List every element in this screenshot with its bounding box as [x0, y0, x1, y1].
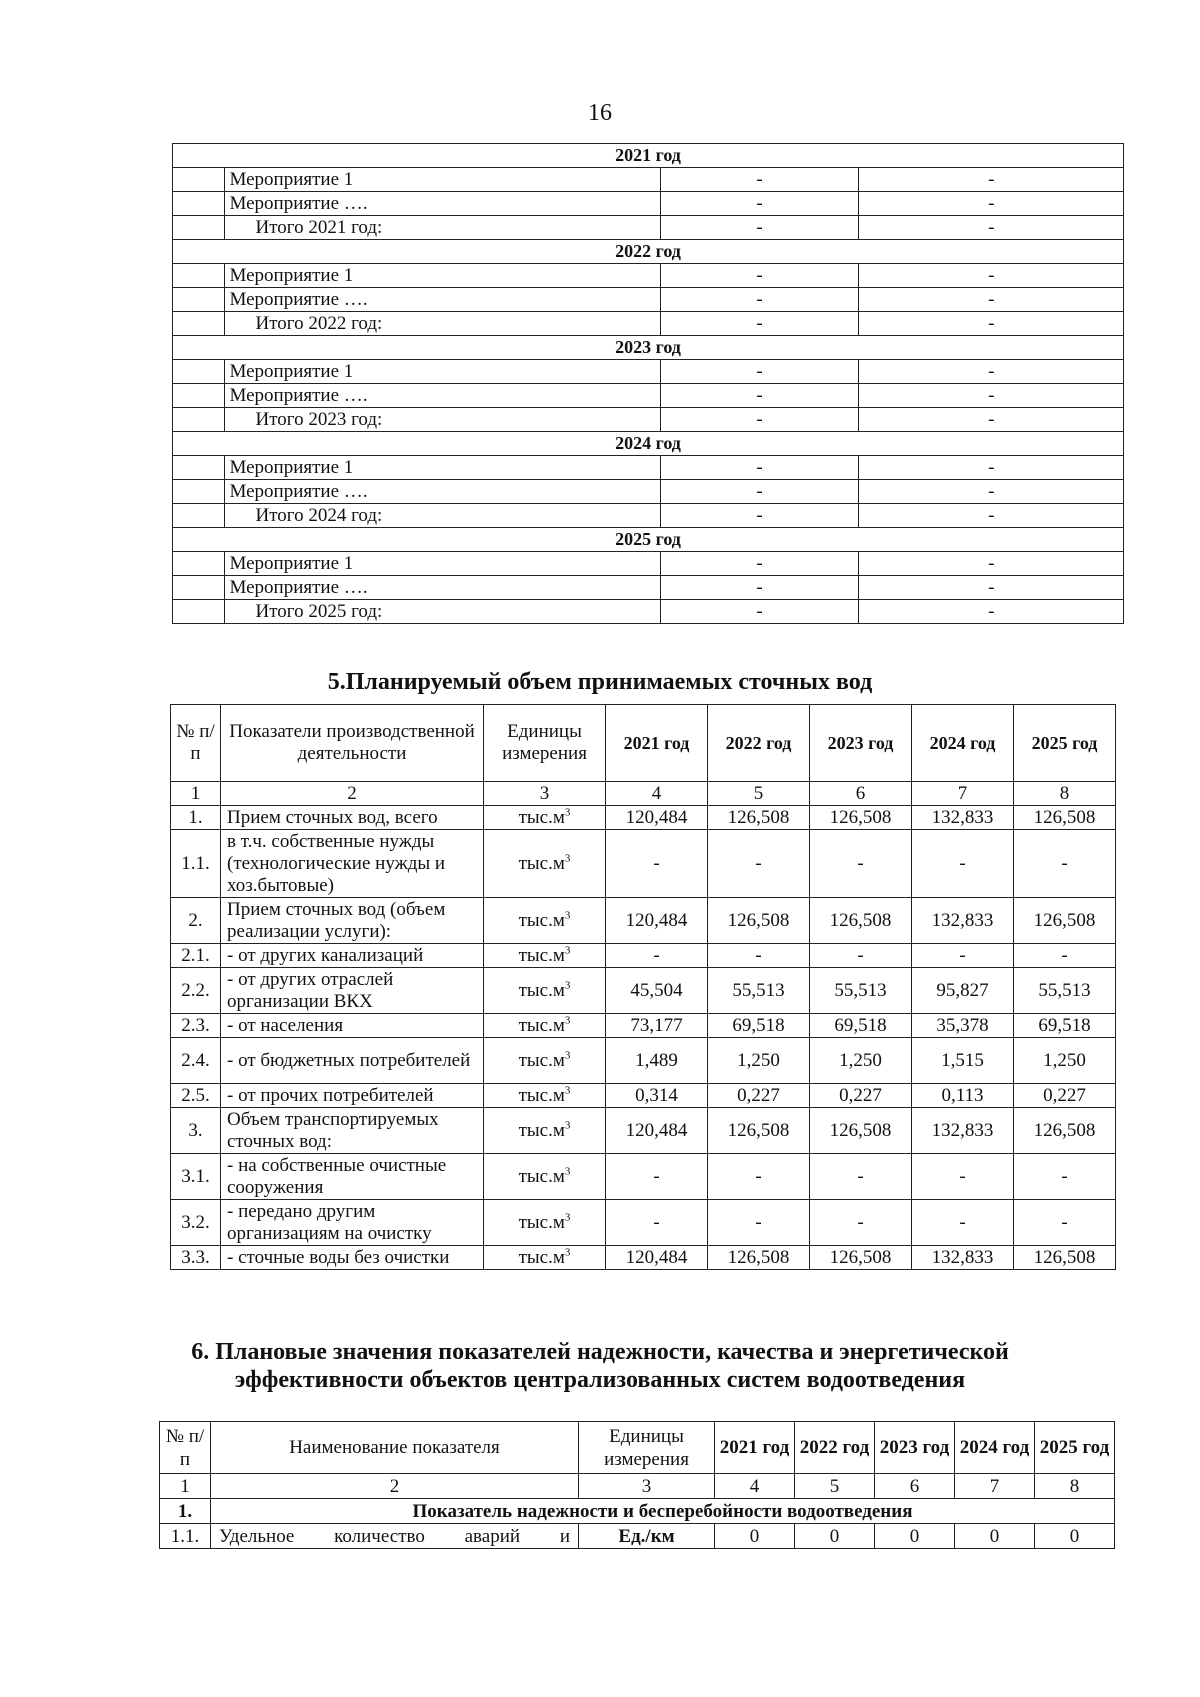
row-number: 2. — [171, 898, 221, 944]
row-spacer — [173, 576, 225, 600]
unit-exponent: 3 — [564, 909, 571, 922]
row-value: - — [708, 944, 810, 968]
column-number: 5 — [795, 1474, 875, 1499]
row-value: 132,833 — [912, 806, 1014, 830]
row-label: - от населения — [221, 1014, 484, 1038]
row-spacer — [173, 384, 225, 408]
row-label: Итого 2021 год: — [225, 216, 660, 240]
table-row — [160, 1524, 1115, 1549]
table-row — [173, 576, 1124, 600]
row-value: - — [810, 830, 912, 898]
row-value: 0 — [795, 1524, 875, 1549]
row-unit — [484, 806, 606, 830]
unit-exponent: 3 — [564, 1211, 571, 1224]
row-value: - — [859, 456, 1124, 480]
table-row — [173, 360, 1124, 384]
row-label: - от других канализаций — [221, 944, 484, 968]
row-label: - от бюджетных потребителей — [221, 1038, 484, 1084]
row-value: - — [660, 384, 859, 408]
row-label: Мероприятие 1 — [225, 168, 660, 192]
table-row — [173, 168, 1124, 192]
unit-base: тыс.м — [518, 1165, 565, 1187]
row-spacer — [173, 600, 225, 624]
row-value: 1,515 — [912, 1038, 1014, 1084]
section6-title — [0, 1338, 1200, 1394]
row-value: - — [660, 504, 859, 528]
row-spacer — [173, 288, 225, 312]
row-value: - — [912, 1154, 1014, 1200]
row-value: 1,250 — [810, 1038, 912, 1084]
row-spacer — [173, 504, 225, 528]
table-row — [171, 944, 1116, 968]
row-value: - — [912, 944, 1014, 968]
row-spacer — [173, 552, 225, 576]
row-value: - — [606, 1200, 708, 1246]
subsection-number: 1. — [160, 1499, 211, 1524]
row-label: Мероприятие …. — [225, 480, 660, 504]
unit-exponent: 3 — [564, 1084, 571, 1097]
table-row — [173, 600, 1124, 624]
col-year-header: 2025 год — [1035, 1422, 1115, 1474]
row-value: 55,513 — [810, 968, 912, 1014]
section6-title-line2: эффективности объектов централизованных систем водоотведения — [234, 1367, 966, 1393]
row-value: 126,508 — [708, 898, 810, 944]
table-row — [171, 830, 1116, 898]
col-indicator-header: Показатели производственной деятельности — [221, 705, 484, 782]
unit-base: тыс.м — [518, 1211, 565, 1233]
table-row — [173, 264, 1124, 288]
row-unit — [484, 898, 606, 944]
row-label: Мероприятие 1 — [225, 360, 660, 384]
row-value: 126,508 — [810, 1108, 912, 1154]
row-value: 0,113 — [912, 1084, 1014, 1108]
table-row — [171, 898, 1116, 944]
col-unit-header: Единицы измерения — [484, 705, 606, 782]
unit-exponent: 3 — [564, 1049, 571, 1062]
row-label: Мероприятие 1 — [225, 552, 660, 576]
unit-exponent: 3 — [564, 1119, 571, 1132]
column-number: 3 — [579, 1474, 715, 1499]
row-label: Мероприятие 1 — [225, 456, 660, 480]
row-spacer — [173, 216, 225, 240]
unit-base: тыс.м — [518, 1049, 565, 1071]
row-label: Мероприятие 1 — [225, 264, 660, 288]
row-number: 3.1. — [171, 1154, 221, 1200]
row-value: 120,484 — [606, 898, 708, 944]
section6-title-line1: 6. Плановые значения показателей надежности, качества и энергетической — [191, 1339, 1009, 1365]
row-unit — [484, 944, 606, 968]
year-row — [173, 336, 1124, 360]
unit-base: тыс.м — [518, 1119, 565, 1141]
row-value: 1,489 — [606, 1038, 708, 1084]
row-value: - — [859, 552, 1124, 576]
col-year-header: 2024 год — [955, 1422, 1035, 1474]
row-value: - — [660, 192, 859, 216]
row-unit — [484, 1084, 606, 1108]
year-title: 2024 год — [173, 432, 1124, 456]
column-number: 4 — [606, 782, 708, 806]
row-label: Мероприятие …. — [225, 576, 660, 600]
row-value: 0 — [875, 1524, 955, 1549]
row-number: 2.2. — [171, 968, 221, 1014]
column-number: 6 — [875, 1474, 955, 1499]
measures-table — [172, 143, 1124, 624]
row-unit — [484, 1038, 606, 1084]
row-value: 69,518 — [1014, 1014, 1116, 1038]
subsection-title: Показатель надежности и бесперебойности водоотведения — [211, 1499, 1115, 1524]
row-label: Прием сточных вод, всего — [221, 806, 484, 830]
table-row — [173, 456, 1124, 480]
row-value: - — [859, 192, 1124, 216]
volume-table-body — [171, 806, 1116, 1270]
row-number: 3. — [171, 1108, 221, 1154]
row-value: - — [859, 360, 1124, 384]
unit-exponent: 3 — [564, 1246, 571, 1259]
row-value: 126,508 — [810, 898, 912, 944]
row-value: - — [660, 600, 859, 624]
column-number: 7 — [955, 1474, 1035, 1499]
row-value: - — [859, 312, 1124, 336]
row-value: - — [1014, 1154, 1116, 1200]
column-number: 8 — [1014, 782, 1116, 806]
row-value: - — [660, 264, 859, 288]
column-number: 2 — [221, 782, 484, 806]
unit-exponent: 3 — [564, 806, 571, 819]
column-number-row — [171, 782, 1116, 806]
row-value: 0 — [715, 1524, 795, 1549]
row-value: - — [859, 168, 1124, 192]
column-number: 1 — [171, 782, 221, 806]
row-label: Итого 2022 год: — [225, 312, 660, 336]
row-value: - — [859, 216, 1124, 240]
row-value: - — [708, 1200, 810, 1246]
row-value: - — [810, 1154, 912, 1200]
row-label: Мероприятие …. — [225, 384, 660, 408]
year-title: 2025 год — [173, 528, 1124, 552]
row-value: 0,227 — [708, 1084, 810, 1108]
row-value: 132,833 — [912, 1108, 1014, 1154]
row-label: Объем транспортируемых сточных вод: — [221, 1108, 484, 1154]
row-value: - — [660, 552, 859, 576]
col-num-header: № п/п — [171, 705, 221, 782]
reliability-header-row — [160, 1422, 1115, 1474]
volume-header-row — [171, 705, 1116, 782]
unit-base: тыс.м — [518, 1246, 565, 1268]
table-row — [173, 192, 1124, 216]
row-unit — [484, 1200, 606, 1246]
unit-base: тыс.м — [518, 1084, 565, 1106]
row-value: - — [660, 168, 859, 192]
row-value: 126,508 — [810, 1246, 912, 1270]
unit-exponent: 3 — [564, 1014, 571, 1027]
row-value: 126,508 — [1014, 806, 1116, 830]
row-value: 126,508 — [708, 806, 810, 830]
col-name-header: Наименование показателя — [211, 1422, 579, 1474]
row-value: 126,508 — [708, 1108, 810, 1154]
table-row — [173, 408, 1124, 432]
row-number: 2.1. — [171, 944, 221, 968]
row-value: - — [660, 216, 859, 240]
unit-exponent: 3 — [564, 1165, 571, 1178]
year-title: 2021 год — [173, 144, 1124, 168]
row-value: - — [859, 408, 1124, 432]
table-row — [171, 1154, 1116, 1200]
volume-table — [170, 704, 1116, 1270]
row-value: - — [660, 480, 859, 504]
unit-base: тыс.м — [518, 944, 565, 966]
unit-base: тыс.м — [518, 852, 565, 874]
row-label: Мероприятие …. — [225, 192, 660, 216]
row-value: - — [708, 1154, 810, 1200]
row-value: - — [859, 288, 1124, 312]
col-num-header: № п/п — [160, 1422, 211, 1474]
col-year-header: 2025 год — [1014, 705, 1116, 782]
table-row — [173, 552, 1124, 576]
row-spacer — [173, 480, 225, 504]
unit-base: тыс.м — [518, 806, 565, 828]
row-value: - — [912, 1200, 1014, 1246]
row-value: - — [810, 944, 912, 968]
col-unit-header: Единицы измерения — [579, 1422, 715, 1474]
column-number: 6 — [810, 782, 912, 806]
table-row — [173, 504, 1124, 528]
row-value: - — [660, 312, 859, 336]
row-value: 132,833 — [912, 1246, 1014, 1270]
measures-table-body — [173, 144, 1124, 624]
row-number: 1. — [171, 806, 221, 830]
column-number: 8 — [1035, 1474, 1115, 1499]
row-label: Прием сточных вод (объем реализации услуги): — [221, 898, 484, 944]
row-value: 120,484 — [606, 1108, 708, 1154]
row-value: - — [859, 480, 1124, 504]
row-label: - от прочих потребителей — [221, 1084, 484, 1108]
row-spacer — [173, 312, 225, 336]
row-label: - от других отраслей организации ВКХ — [221, 968, 484, 1014]
row-value: - — [1014, 1200, 1116, 1246]
table-row — [171, 968, 1116, 1014]
row-unit — [484, 1154, 606, 1200]
year-row — [173, 240, 1124, 264]
unit-base: тыс.м — [518, 979, 565, 1001]
row-value: 0,227 — [1014, 1084, 1116, 1108]
row-value: - — [660, 288, 859, 312]
row-value: - — [859, 576, 1124, 600]
row-spacer — [173, 456, 225, 480]
row-value: - — [1014, 830, 1116, 898]
col-year-header: 2023 год — [875, 1422, 955, 1474]
col-year-header: 2021 год — [715, 1422, 795, 1474]
row-value: 55,513 — [1014, 968, 1116, 1014]
year-row — [173, 144, 1124, 168]
row-value: 69,518 — [708, 1014, 810, 1038]
row-value: 120,484 — [606, 806, 708, 830]
row-value: - — [859, 384, 1124, 408]
row-value: 126,508 — [810, 806, 912, 830]
row-unit — [484, 830, 606, 898]
row-label: Итого 2023 год: — [225, 408, 660, 432]
row-value: 35,378 — [912, 1014, 1014, 1038]
col-year-header: 2021 год — [606, 705, 708, 782]
unit-exponent: 3 — [564, 944, 571, 957]
subsection-row — [160, 1499, 1115, 1524]
page-number: 16 — [588, 100, 612, 126]
table-row — [171, 1084, 1116, 1108]
row-unit — [484, 1014, 606, 1038]
unit-base: тыс.м — [518, 909, 565, 931]
row-value: - — [660, 576, 859, 600]
row-value: - — [660, 360, 859, 384]
row-number: 2.4. — [171, 1038, 221, 1084]
column-number: 7 — [912, 782, 1014, 806]
row-value: 69,518 — [810, 1014, 912, 1038]
column-number-row — [160, 1474, 1115, 1499]
column-number: 5 — [708, 782, 810, 806]
row-value: - — [912, 830, 1014, 898]
row-spacer — [173, 264, 225, 288]
column-number: 3 — [484, 782, 606, 806]
row-unit — [484, 1108, 606, 1154]
row-spacer — [173, 360, 225, 384]
column-number: 1 — [160, 1474, 211, 1499]
row-value: 0 — [955, 1524, 1035, 1549]
row-value: 73,177 — [606, 1014, 708, 1038]
row-number: 1.1. — [160, 1524, 211, 1549]
unit-exponent: 3 — [564, 852, 571, 865]
row-unit — [484, 1246, 606, 1270]
row-value: 55,513 — [708, 968, 810, 1014]
row-label: - сточные воды без очистки — [221, 1246, 484, 1270]
row-number: 1.1. — [171, 830, 221, 898]
row-value: - — [859, 264, 1124, 288]
row-label: в т.ч. собственные нужды (технологические нужды и хоз.бытовые) — [221, 830, 484, 898]
row-value: 120,484 — [606, 1246, 708, 1270]
row-value: 126,508 — [708, 1246, 810, 1270]
row-value: - — [606, 1154, 708, 1200]
table-row — [171, 1246, 1116, 1270]
row-value: 1,250 — [1014, 1038, 1116, 1084]
col-year-header: 2022 год — [708, 705, 810, 782]
table-row — [173, 384, 1124, 408]
row-number: 2.3. — [171, 1014, 221, 1038]
row-value: 126,508 — [1014, 1108, 1116, 1154]
row-value: 126,508 — [1014, 898, 1116, 944]
row-value: 0,314 — [606, 1084, 708, 1108]
table-row — [173, 480, 1124, 504]
row-value: 95,827 — [912, 968, 1014, 1014]
column-number: 2 — [211, 1474, 579, 1499]
row-label: Итого 2024 год: — [225, 504, 660, 528]
table-row — [173, 312, 1124, 336]
year-row — [173, 528, 1124, 552]
unit-base: тыс.м — [518, 1014, 565, 1036]
row-value: 0 — [1035, 1524, 1115, 1549]
row-label: - передано другим организациям на очистку — [221, 1200, 484, 1246]
column-number: 4 — [715, 1474, 795, 1499]
table-row — [171, 806, 1116, 830]
row-value: 1,250 — [708, 1038, 810, 1084]
row-value: 132,833 — [912, 898, 1014, 944]
row-spacer — [173, 408, 225, 432]
col-year-header: 2024 год — [912, 705, 1014, 782]
col-year-header: 2022 год — [795, 1422, 875, 1474]
row-number: 3.3. — [171, 1246, 221, 1270]
table-row — [171, 1200, 1116, 1246]
row-unit — [484, 968, 606, 1014]
row-number: 3.2. — [171, 1200, 221, 1246]
row-unit: Ед./км — [579, 1524, 715, 1549]
col-year-header: 2023 год — [810, 705, 912, 782]
row-number: 2.5. — [171, 1084, 221, 1108]
row-value: - — [810, 1200, 912, 1246]
row-value: - — [606, 944, 708, 968]
row-label: - на собственные очистные сооружения — [221, 1154, 484, 1200]
row-value: - — [708, 830, 810, 898]
row-value: 0,227 — [810, 1084, 912, 1108]
section5-title: 5.Планируемый объем принимаемых сточных вод — [327, 669, 873, 695]
year-row — [173, 432, 1124, 456]
row-value: 45,504 — [606, 968, 708, 1014]
table-row — [173, 288, 1124, 312]
row-label: Удельное количество аварий и — [211, 1524, 579, 1549]
row-spacer — [173, 168, 225, 192]
row-value: - — [859, 504, 1124, 528]
row-value: - — [859, 600, 1124, 624]
row-spacer — [173, 192, 225, 216]
row-label: Мероприятие …. — [225, 288, 660, 312]
row-value: - — [660, 456, 859, 480]
row-label: Итого 2025 год: — [225, 600, 660, 624]
row-value: - — [606, 830, 708, 898]
row-value: - — [1014, 944, 1116, 968]
year-title: 2023 год — [173, 336, 1124, 360]
table-row — [171, 1014, 1116, 1038]
table-row — [171, 1108, 1116, 1154]
row-value: 126,508 — [1014, 1246, 1116, 1270]
unit-exponent: 3 — [564, 979, 571, 992]
row-value: - — [660, 408, 859, 432]
year-title: 2022 год — [173, 240, 1124, 264]
table-row — [171, 1038, 1116, 1084]
table-row — [173, 216, 1124, 240]
reliability-table — [159, 1421, 1115, 1549]
